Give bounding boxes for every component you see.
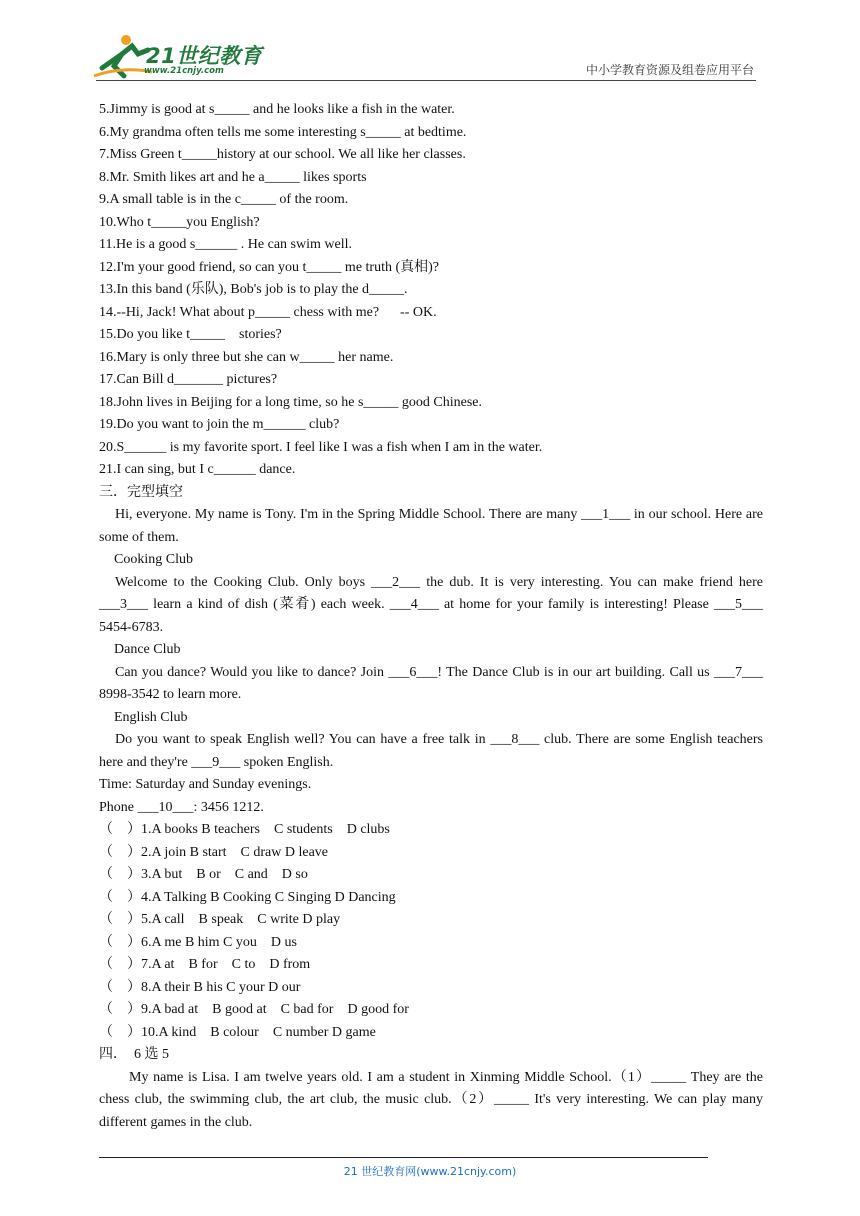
question-line: 6.My grandma often tells me some interesting s_____ at bedtime. — [99, 124, 467, 140]
document-body — [99, 99, 763, 1134]
question-line: 12.I'm your good friend, so can you t_____ me truth (真相)? — [99, 259, 440, 275]
question-line: 18.John lives in Beijing for a long time, so he s_____ good Chinese. — [99, 394, 483, 410]
phone-line: Phone ___10___: 3456 1212. — [99, 799, 264, 815]
logo-text: 21世纪教育 — [146, 44, 263, 68]
header-platform-title: 中小学教育资源及组卷应用平台 — [585, 63, 754, 77]
time-line: Time: Saturday and Sunday evenings. — [99, 777, 312, 792]
option-line: （ ）4.A Talking B Cooking C Singing D Dancing — [99, 889, 396, 905]
question-line: 19.Do you want to join the m______ club? — [99, 417, 340, 432]
option-line: （ ）2.A join B start C draw D leave — [99, 844, 329, 860]
english-club-text: Do you want to speak English well? You can have a free talk in ___8___ club. There are some English teachers here and they're ___9___ spoken English. — [99, 732, 763, 770]
cloze-intro: Hi, everyone. My name is Tony. I'm in the Spring Middle School. There are many ___1___ in our school. Here are some of them. — [99, 507, 763, 545]
question-line: 20.S______ is my favorite sport. I feel like I was a fish when I am in the water. — [99, 439, 543, 455]
question-line: 9.A small table is in the c_____ of the room. — [99, 192, 349, 207]
option-line: （ ）10.A kind B colour C number D game — [99, 1024, 376, 1040]
option-line: （ ）6.A me B him C you D us — [99, 934, 297, 950]
option-line: （ ）9.A bad at B good at C bad for D good for — [99, 1002, 409, 1017]
option-line: （ ）8.A their B his C your D our — [99, 979, 301, 995]
six-five-text: My name is Lisa. I am twelve years old. I am a student in Xinming Middle School.（1）_____ They are the chess club, the swimming club, the art club, the music club.（2）_____ It's very interesting. We can play many different games in the club. — [99, 1069, 763, 1130]
page-header — [0, 0, 860, 90]
question-line: 21.I can sing, but I c______ dance. — [99, 462, 296, 477]
question-line: 11.He is a good s______ . He can swim well. — [99, 237, 352, 252]
footer-link[interactable]: 21 世纪教育网(www.21cnjy.com) — [343, 1165, 517, 1178]
question-line: 10.Who t_____you English? — [99, 214, 260, 230]
english-club-title: English Club — [114, 709, 188, 725]
cooking-club-title: Cooking Club — [114, 552, 193, 567]
dance-club-title: Dance Club — [114, 642, 181, 657]
logo-url: www.21cnjy.com — [144, 66, 224, 76]
header-divider — [96, 80, 756, 81]
option-line: （ ）1.A books B teachers C students D clubs — [99, 822, 390, 837]
question-line: 16.Mary is only three but she can w_____ her name. — [99, 349, 394, 365]
footer-divider — [99, 1157, 708, 1158]
question-line: 15.Do you like t_____ stories? — [99, 327, 282, 342]
question-line: 13.In this band (乐队), Bob's job is to play the d_____. — [99, 282, 408, 297]
dance-club-text: Can you dance? Would you like to dance? Join ___6___! The Dance Club is in our art building. Call us ___7___ 8998-3542 to learn more. — [99, 664, 763, 702]
question-line: 14.--Hi, Jack! What about p_____ chess with me? -- OK. — [99, 304, 437, 320]
section-heading-six-five: 四． 6 选 5 — [99, 1047, 169, 1062]
section-heading-cloze: 三．完型填空 — [99, 484, 183, 500]
option-line: （ ）5.A call B speak C write D play — [99, 912, 341, 927]
cooking-club-text: Welcome to the Cooking Club. Only boys ___2___ the dub. It is very interesting. You can make friend here ___3___ learn a kind of dish (菜肴) each week. ___4___ at home for your family is interesting! Please ___5___ 5454-6783. — [99, 574, 763, 635]
question-line: 8.Mr. Smith likes art and he a_____ likes sports — [99, 169, 367, 185]
question-line: 17.Can Bill d_______ pictures? — [99, 372, 278, 387]
question-line: 5.Jimmy is good at s_____ and he looks like a fish in the water. — [99, 102, 455, 117]
option-line: （ ）3.A but B or C and D so — [99, 867, 308, 882]
question-line: 7.Miss Green t_____history at our school. We all like her classes. — [99, 147, 466, 162]
option-line: （ ）7.A at B for C to D from — [99, 957, 311, 972]
